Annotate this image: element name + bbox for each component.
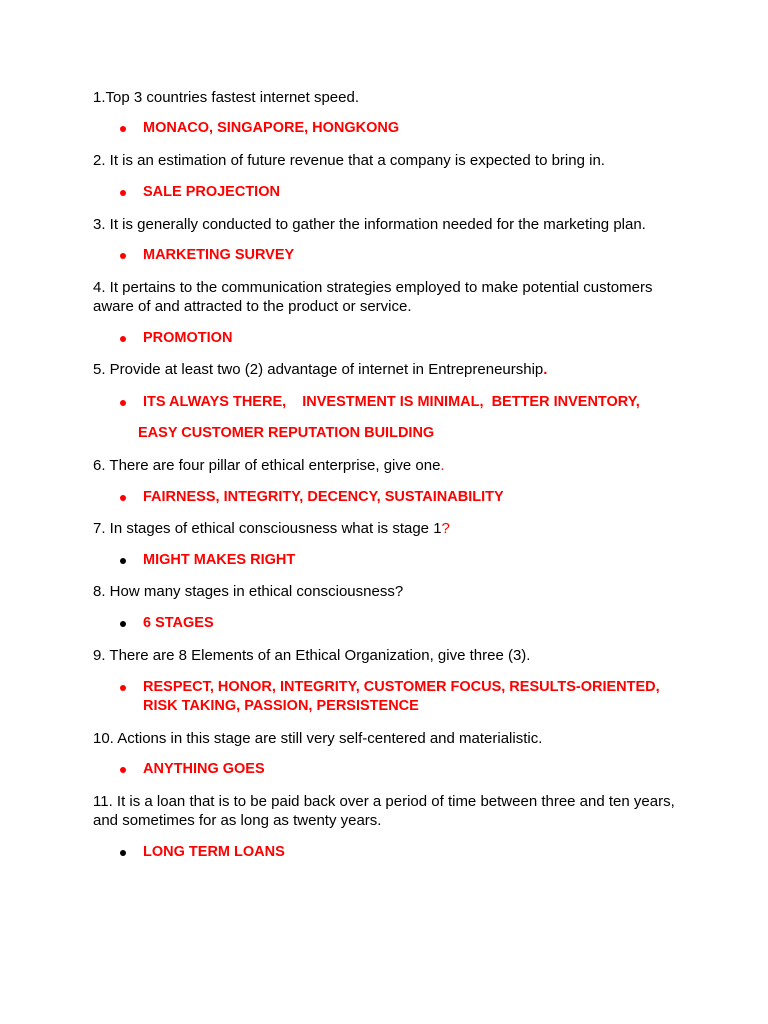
bullet-icon xyxy=(120,558,126,564)
question-6 xyxy=(93,456,693,475)
answer-11: LONG TERM LOANS xyxy=(143,844,285,860)
answer-7: MIGHT MAKES RIGHT xyxy=(143,552,296,568)
answer-3: MARKETING SURVEY xyxy=(143,247,295,263)
question-2: 2. It is an estimation of future revenue that a company is expected to bring in. xyxy=(93,152,605,169)
bullet-icon xyxy=(120,253,126,259)
question-1: 1.Top 3 countries fastest internet speed. xyxy=(93,89,359,106)
question-7 xyxy=(93,519,693,538)
question-5-text: 5. Provide at least two (2) advantage of internet in Entrepreneurship xyxy=(93,361,544,378)
bullet-icon xyxy=(120,400,126,406)
question-10: 10. Actions in this stage are still very self-centered and materialistic. xyxy=(93,730,543,747)
answer-4: PROMOTION xyxy=(143,330,233,346)
question-6-text: 6. There are four pillar of ethical enterprise, give one xyxy=(93,457,441,474)
question-7-text: 7. In stages of ethical consciousness what is stage 1 xyxy=(93,520,442,537)
answer-9: RESPECT, HONOR, INTEGRITY, CUSTOMER FOCUS, RESULTS-ORIENTED, RISK TAKING, PASSION, PERSISTENCE xyxy=(143,679,660,714)
question-11: 11. It is a loan that is to be paid back over a period of time between three and ten years, and sometimes for as long as twenty years. xyxy=(93,793,675,829)
bullet-icon xyxy=(120,190,126,196)
answer-5-line-2: EASY CUSTOMER REPUTATION BUILDING xyxy=(138,425,435,441)
question-8: 8. How many stages in ethical consciousness? xyxy=(93,583,404,600)
answer-5: ITS ALWAYS THERE, INVESTMENT IS MINIMAL, BETTER INVENTORY, xyxy=(143,394,640,410)
bullet-icon xyxy=(120,336,126,342)
question-6-punct: . xyxy=(440,457,445,474)
question-9: 9. There are 8 Elements of an Ethical Organization, give three (3). xyxy=(93,647,531,664)
question-3: 3. It is generally conducted to gather the information needed for the marketing plan. xyxy=(93,216,646,233)
answer-1: MONACO, SINGAPORE, HONGKONG xyxy=(143,120,400,136)
bullet-icon xyxy=(120,767,126,773)
bullet-icon xyxy=(120,685,126,691)
bullet-icon xyxy=(120,850,126,856)
answer-10: ANYTHING GOES xyxy=(143,761,265,777)
answer-8: 6 STAGES xyxy=(143,615,214,631)
question-4: 4. It pertains to the communication strategies employed to make potential customers aware of and attracted to the product or service. xyxy=(93,279,653,315)
bullet-icon xyxy=(120,621,126,627)
answer-2: SALE PROJECTION xyxy=(143,184,280,200)
answer-6: FAIRNESS, INTEGRITY, DECENCY, SUSTAINABILITY xyxy=(143,489,504,505)
question-7-punct: ? xyxy=(441,520,450,537)
bullet-icon xyxy=(120,495,126,501)
question-5-punct: . xyxy=(543,361,548,378)
question-5 xyxy=(93,360,693,379)
bullet-icon xyxy=(120,126,126,132)
